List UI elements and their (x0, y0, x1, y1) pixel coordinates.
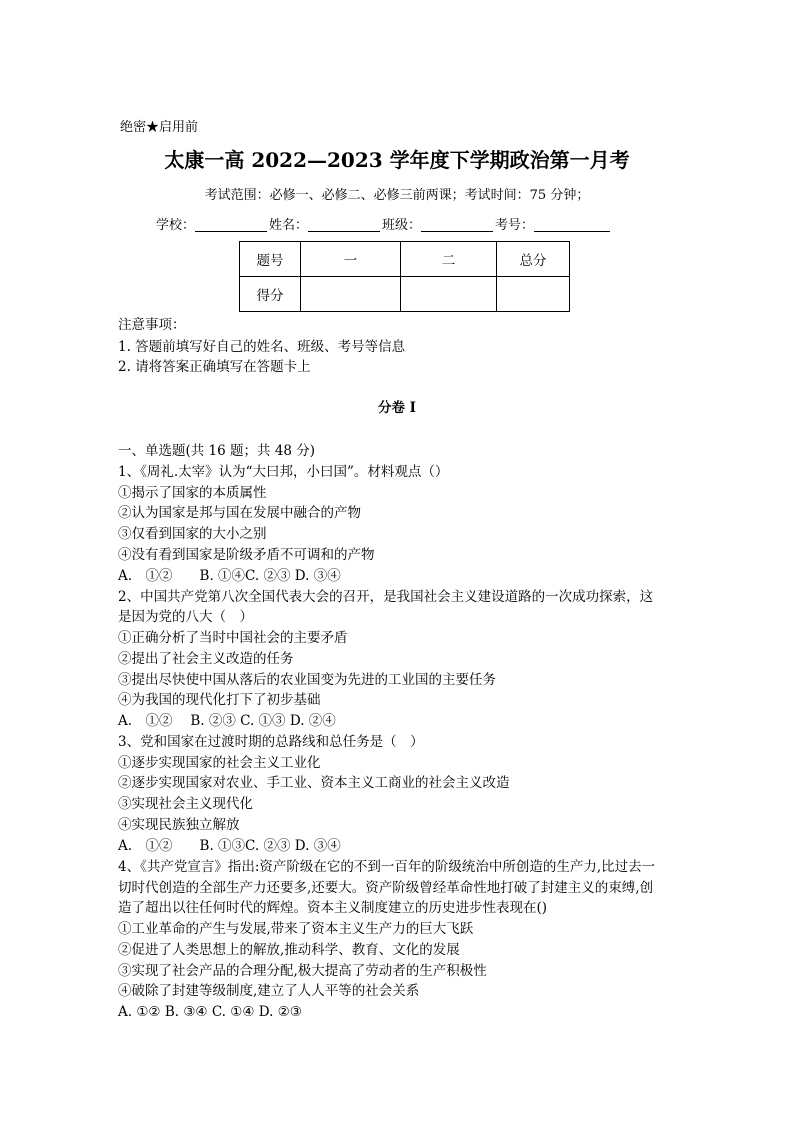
question-option: ③提出尽快使中国从落后的农业国变为先进的工业国的主要任务 (118, 672, 496, 688)
score-table-header-row (240, 242, 570, 277)
score-cell: 题号 (240, 242, 301, 277)
question-option: ②认为国家是邦与国在发展中融合的产物 (118, 505, 361, 521)
score-table-score-row (240, 277, 570, 312)
question-option: ②促进了人类思想上的解放,推动科学、教育、文化的发展 (118, 942, 460, 958)
question-option: ④实现民族独立解放 (118, 817, 240, 833)
question-option: ①工业革命的产生与发展,带来了资本主义生产力的巨大飞跃 (118, 921, 474, 937)
question-stem: 4、《共产党宣言》指出:资产阶级在它的不到一百年的阶级统治中所创造的生产力,比过去一 (118, 859, 656, 875)
score-input-cell[interactable] (401, 277, 497, 312)
question-option: ④没有看到国家是阶级矛盾不可调和的产物 (118, 547, 375, 563)
note-item: 1. 答题前填写好自己的姓名、班级、考号等信息 (118, 339, 406, 355)
question-answers: A. ①② B. ①③C. ②③ D. ③④ (118, 838, 341, 854)
question-option: ②提出了社会主义改造的任务 (118, 651, 294, 667)
class-blank[interactable] (421, 217, 493, 232)
name-blank[interactable] (308, 217, 380, 232)
question-option: ④破除了封建等级制度,建立了人人平等的社会关系 (118, 983, 420, 999)
question-option: ②逐步实现国家对农业、手工业、资本主义工商业的社会主义改造 (118, 775, 510, 791)
question-option: ③实现社会主义现代化 (118, 796, 253, 812)
name-label: 姓名： (269, 218, 309, 233)
question-stem: 切时代创造的全部生产力还要多,还要大。资产阶级曾经革命性地打破了封建主义的束缚,创 (118, 880, 654, 896)
exam-range: 考试范围：必修一、必修二、必修三前两课；考试时间：75 分钟； (204, 188, 590, 203)
question-stem: 是因为党的八大（ ） (118, 609, 253, 625)
score-input-cell[interactable] (497, 277, 570, 312)
question-stem: 1、《周礼.太宰》认为“大曰邦，小曰国”。材料观点（） (118, 464, 449, 480)
exam-title: 太康一高 2022—2023 学年度下学期政治第一月考 (164, 148, 630, 172)
score-input-cell[interactable] (301, 277, 401, 312)
question-option: ④为我国的现代化打下了初步基础 (118, 692, 321, 708)
question-option: ③仅看到国家的大小之别 (118, 526, 267, 542)
school-blank[interactable] (195, 217, 267, 232)
score-table (239, 241, 570, 312)
class-label: 班级： (382, 218, 422, 233)
question-stem: 造了超出以往任何时代的辉煌。资本主义制度建立的历史进步性表现在() (118, 900, 548, 916)
question-stem: 2、中国共产党第八次全国代表大会的召开，是我国社会主义建设道路的一次成功探索，这 (118, 589, 654, 605)
student-info-line (156, 216, 612, 236)
question-answers: A. ①② B. ③④ C. ①④ D. ②③ (118, 1004, 302, 1020)
section-title: 分卷 I (377, 400, 416, 416)
notes-title: 注意事项： (118, 317, 186, 333)
question-option: ①揭示了国家的本质属性 (118, 485, 267, 501)
question-option: ①正确分析了当时中国社会的主要矛盾 (118, 630, 348, 646)
question-answers: A. ①② B. ①④C. ②③ D. ③④ (118, 568, 341, 584)
school-label: 学校： (156, 218, 196, 233)
score-cell: 一 (301, 242, 401, 277)
question-stem: 3、党和国家在过渡时期的总路线和总任务是（ ） (118, 734, 424, 750)
score-cell: 得分 (240, 277, 301, 312)
score-cell: 总分 (497, 242, 570, 277)
exam-no-label: 考号： (495, 218, 535, 233)
question-option: ①逐步实现国家的社会主义工业化 (118, 755, 321, 771)
part-title: 一、单选题(共 16 题；共 48 分) (118, 443, 316, 459)
confidential-label: 绝密★启用前 (120, 120, 199, 135)
question-option: ③实现了社会产品的合理分配,极大提高了劳动者的生产积极性 (118, 963, 487, 979)
question-answers: A. ①② B. ②③ C. ①③ D. ②④ (118, 713, 336, 729)
score-cell: 二 (401, 242, 497, 277)
note-item: 2. 请将答案正确填写在答题卡上 (118, 359, 311, 375)
exam-no-blank[interactable] (534, 217, 610, 232)
